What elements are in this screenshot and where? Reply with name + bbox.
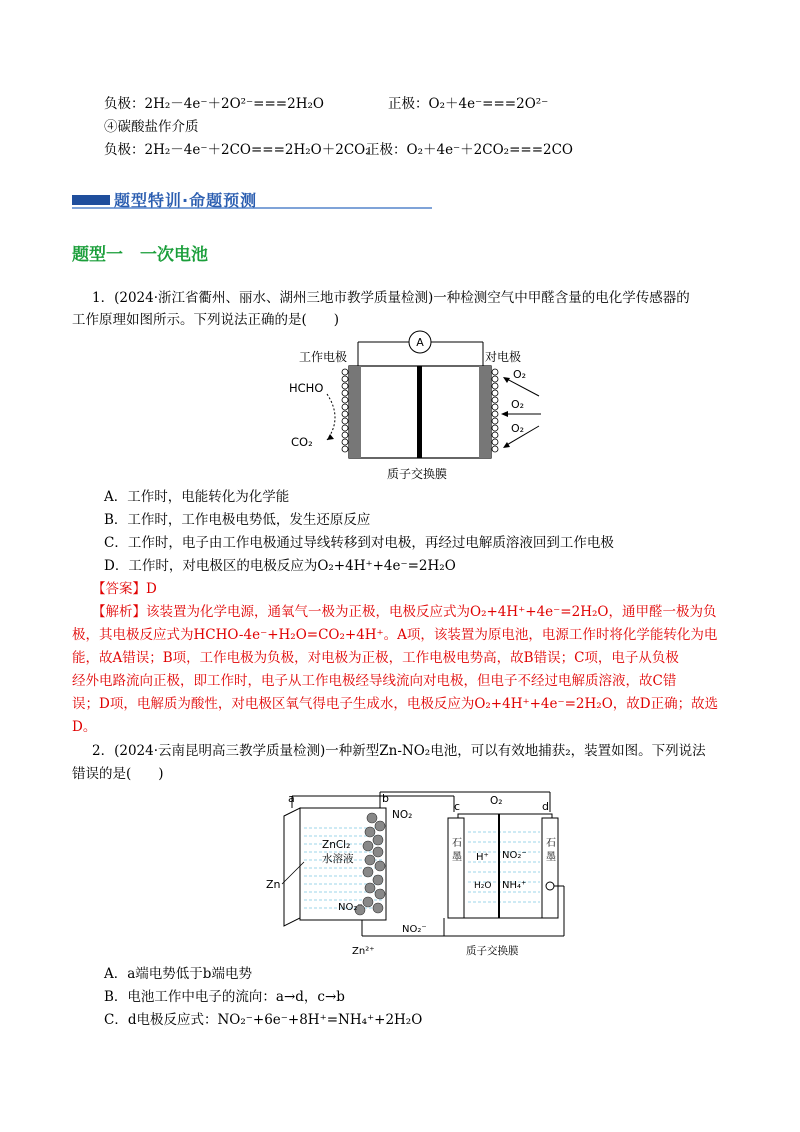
carbonate-medium-heading: ④碳酸盐作介质 bbox=[104, 119, 199, 135]
q2-option-c: C．d电极反应式：NO₂⁻+6e⁻+8H⁺=NH₄⁺+2H₂O bbox=[104, 1012, 423, 1028]
zncl2-solution-label: 水溶液 bbox=[322, 853, 354, 865]
q1-option-a: A．工作时，电能转化为化学能 bbox=[104, 489, 290, 505]
q1-analysis-line-4: 经外电路流向正极，即工作时，电子从工作电极经导线流向对电极，但电子不经过电解质溶液，故C错 bbox=[72, 673, 677, 689]
q1-analysis-line-1: 【解析】该装置为化学电源，通氧气一极为正极，电极反应式为O₂+4H⁺+4e⁻=2H₂O，通甲醛一极为负 bbox=[92, 604, 717, 620]
graphite-right-char-1: 石 bbox=[546, 838, 556, 849]
graphite-left-char-2: 墨 bbox=[452, 852, 462, 863]
q1-analysis-line-6: D。 bbox=[72, 719, 97, 735]
ammonium-label: NH₄⁺ bbox=[502, 880, 527, 891]
equation-line-1-negative: 负极：2H₂－4e⁻＋2O²⁻===2H₂O bbox=[104, 96, 324, 112]
q1-analysis-line-5: 误；D项，电解质为酸性，对电极区氧气得电子生成水，电极反应为O₂+4H⁺+4e⁻=2H₂O，故D正确；故选 bbox=[72, 696, 719, 712]
h-plus-label: H⁺ bbox=[476, 852, 489, 863]
no2-gas-label: NO₂ bbox=[392, 809, 413, 821]
zncl2-label: ZnCl₂ bbox=[322, 839, 351, 851]
banner-bar bbox=[72, 195, 110, 205]
q1-stem-line-1: 1．(2024·浙江省衢州、丽水、湖州三地市教学质量检测)一种检测空气中甲醛含量的电化学传感器的 bbox=[92, 290, 690, 306]
nitrite-label-left: NO₂⁻ bbox=[338, 902, 363, 913]
o2-label-q2: O₂ bbox=[490, 795, 503, 807]
q1-answer: 【答案】D bbox=[92, 581, 157, 597]
o2-label-3: O₂ bbox=[511, 422, 525, 435]
zn2plus-label: Zn²⁺ bbox=[352, 946, 375, 957]
q1-membrane-label: 质子交换膜 bbox=[387, 467, 448, 481]
q2-stem-line-1: 2．(2024·云南昆明高三教学质量检测)一种新型Zn-NO₂电池，可以有效地捕获₂，装置如图。下列说法 bbox=[92, 743, 706, 759]
q1-option-d: D．工作时，对电极区的电极反应为O₂+4H⁺+4e⁻=2H₂O bbox=[104, 558, 456, 574]
terminal-a-label: a bbox=[288, 792, 295, 805]
o2-label-1: O₂ bbox=[513, 368, 527, 381]
ammeter-label: A bbox=[416, 336, 424, 349]
equation-line-3-positive: 正极：O₂＋4e⁻＋2CO₂===2CO bbox=[366, 142, 574, 158]
nitrite-label-bottom: NO₂⁻ bbox=[402, 924, 427, 935]
graphite-right-char-2: 墨 bbox=[546, 852, 556, 863]
graphite-left-char-1: 石 bbox=[452, 838, 462, 849]
q2-option-b: B．电池工作中电子的流向：a→d，c→b bbox=[104, 989, 345, 1005]
section-banner bbox=[72, 188, 432, 212]
h2o-label: H₂O bbox=[474, 881, 492, 891]
co2-label: CO₂ bbox=[291, 435, 313, 449]
terminal-c-label: c bbox=[454, 800, 461, 813]
terminal-b-label: b bbox=[382, 792, 389, 805]
working-electrode-label: 工作电极 bbox=[299, 350, 348, 364]
proton-exchange-membrane bbox=[417, 366, 422, 458]
q1-analysis-line-3: 能，故A错误；B项，工作电极为负极，对电极为正极，工作电极电势高，故B错误；C项，电子从负极 bbox=[72, 650, 679, 666]
terminal-d-label: d bbox=[542, 800, 549, 813]
q2-battery-diagram bbox=[262, 788, 572, 960]
nitrite-label-right: NO₂⁻ bbox=[502, 850, 527, 861]
q1-option-b: B．工作时，工作电极电势低，发生还原反应 bbox=[104, 512, 371, 528]
type-heading: 题型一 一次电池 bbox=[72, 245, 208, 265]
q2-stem-line-2: 错误的是( ) bbox=[72, 766, 164, 782]
equation-line-3-negative: 负极：2H₂－4e⁻＋2CO===2H₂O＋2CO₂ bbox=[104, 142, 371, 158]
hcho-label: HCHO bbox=[289, 381, 324, 395]
q1-stem-line-2: 工作原理如图所示。下列说法正确的是( ) bbox=[72, 312, 340, 328]
q2-option-a: A．a端电势低于b端电势 bbox=[104, 966, 252, 982]
q1-option-c: C．工作时，电子由工作电极通过导线转移到对电极，再经过电解质溶液回到工作电极 bbox=[104, 535, 614, 551]
counter-electrode-label: 对电极 bbox=[485, 350, 522, 364]
equation-line-1-positive: 正极：O₂＋4e⁻===2O²⁻ bbox=[388, 96, 549, 112]
q2-membrane-label: 质子交换膜 bbox=[466, 945, 519, 957]
zn-label: Zn bbox=[266, 878, 281, 891]
q1-sensor-diagram bbox=[285, 328, 555, 486]
banner-title: 题型特训·命题预测 bbox=[114, 191, 258, 210]
o2-label-2: O₂ bbox=[511, 398, 525, 411]
q1-analysis-line-2: 极，其电极反应式为HCHO-4e⁻+H₂O=CO₂+4H⁺。A项，该装置为原电池，电源工作时将化学能转化为电 bbox=[72, 627, 718, 643]
